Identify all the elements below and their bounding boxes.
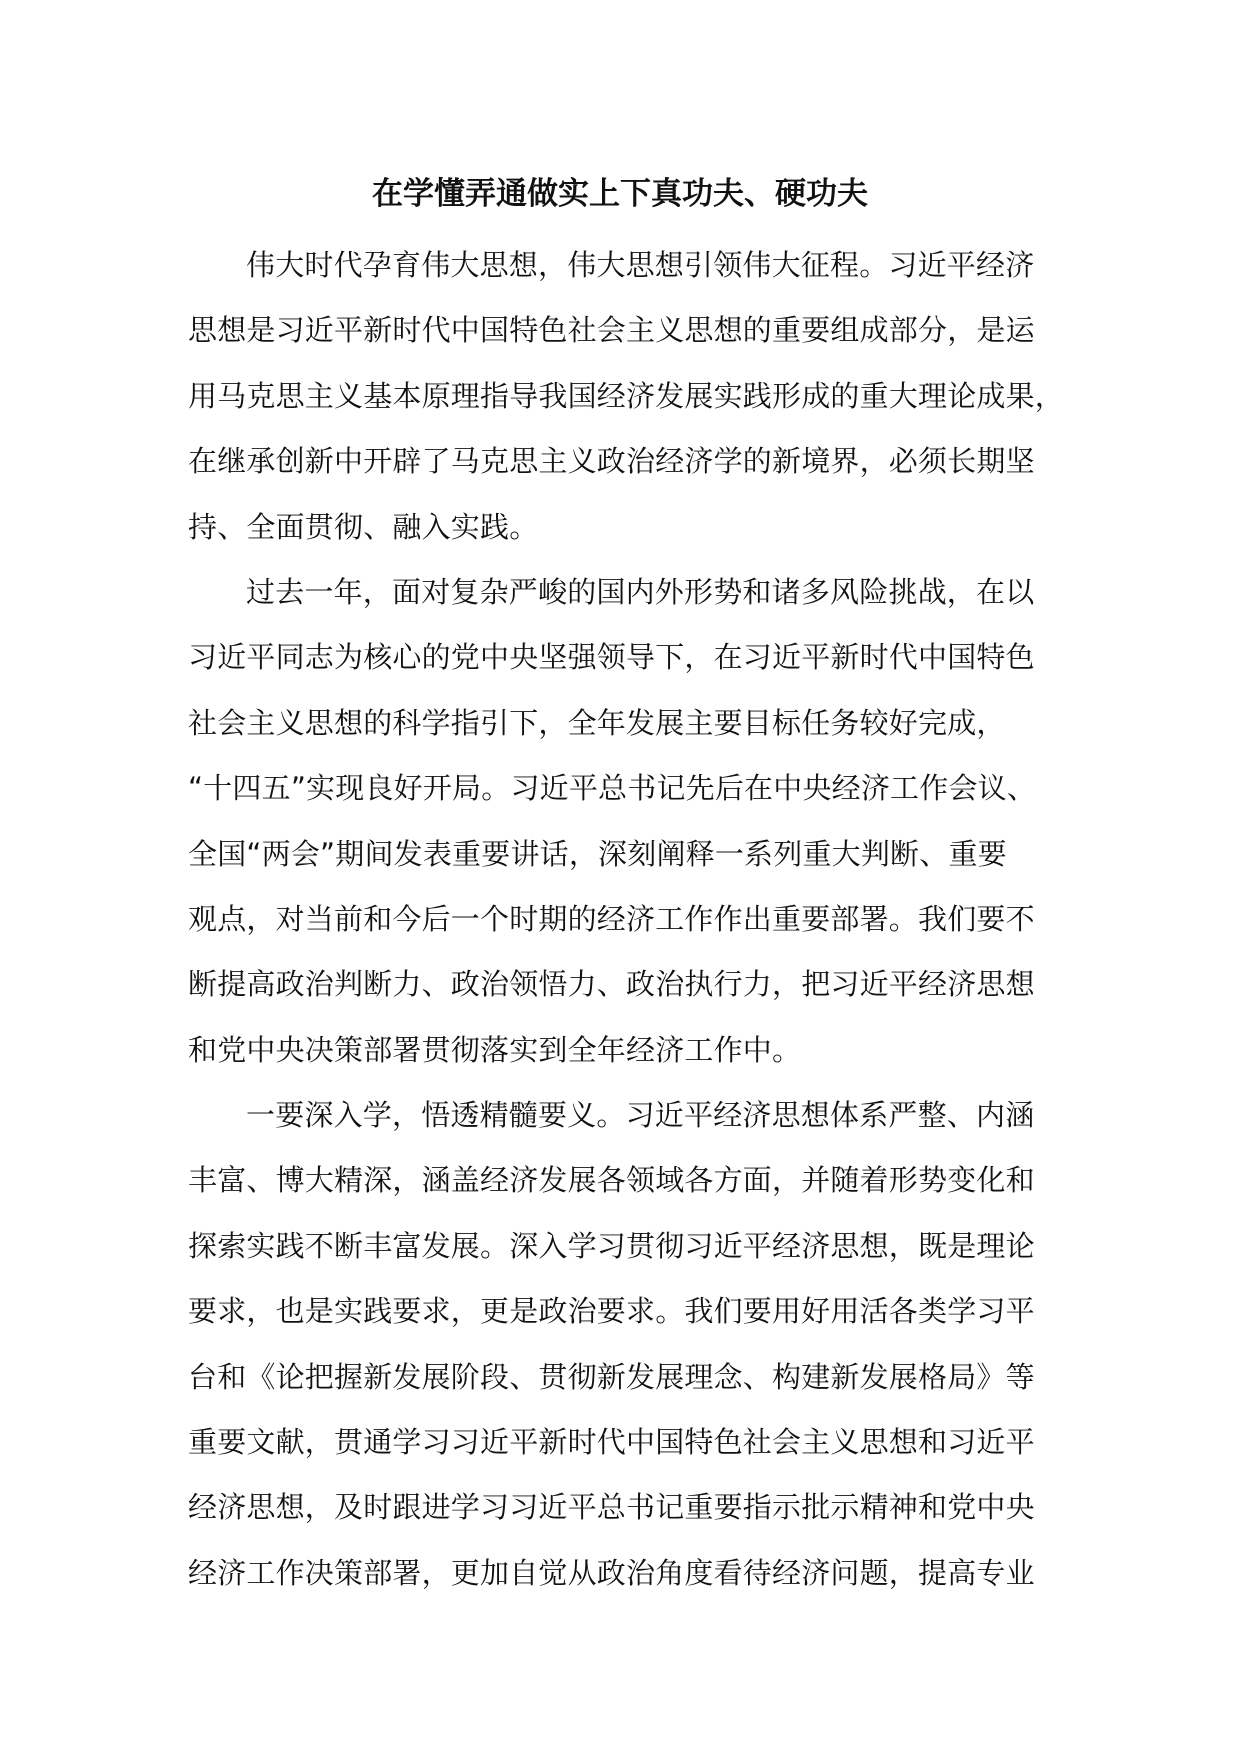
body-line: 用马克思主义基本原理指导我国经济发展实践形成的重大理论成果， <box>188 378 1065 413</box>
body-line: 全国“两会”期间发表重要讲话，深刻阐释一系列重大判断、重要 <box>188 836 1007 871</box>
body-line: 习近平同志为核心的党中央坚强领导下，在习近平新时代中国特色 <box>188 640 1035 675</box>
body-line: 台和《论把握新发展阶段、贯彻新发展理念、构建新发展格局》等 <box>188 1359 1035 1394</box>
body-line: 经济思想，及时跟进学习习近平总书记重要指示批示精神和党中央 <box>188 1490 1035 1525</box>
body-line: 和党中央决策部署贯彻落实到全年经济工作中。 <box>188 1032 802 1067</box>
body-line: 经济工作决策部署，更加自觉从政治角度看待经济问题，提高专业 <box>188 1555 1035 1590</box>
body-line: 一要深入学，悟透精髓要义。习近平经济思想体系严整、内涵 <box>246 1098 1035 1133</box>
body-line: 丰富、博大精深，涵盖经济发展各领域各方面，并随着形势变化和 <box>188 1163 1035 1198</box>
body-line: 在继承创新中开辟了马克思主义政治经济学的新境界，必须长期坚 <box>188 444 1035 479</box>
body-line: 持、全面贯彻、融入实践。 <box>188 509 539 544</box>
body-line: “十四五”实现良好开局。习近平总书记先后在中央经济工作会议、 <box>188 771 1037 806</box>
body-line: 重要文献，贯通学习习近平新时代中国特色社会主义思想和习近平 <box>188 1425 1035 1460</box>
body-line: 断提高政治判断力、政治领悟力、政治执行力，把习近平经济思想 <box>188 967 1035 1002</box>
document-title: 在学懂弄通做实上下真功夫、硬功夫 <box>372 176 868 212</box>
body-line: 社会主义思想的科学指引下，全年发展主要目标任务较好完成， <box>188 705 1006 740</box>
body-line: 过去一年，面对复杂严峻的国内外形势和诸多风险挑战，在以 <box>246 574 1035 609</box>
body-line: 观点，对当前和今后一个时期的经济工作作出重要部署。我们要不 <box>188 901 1035 936</box>
body-line: 伟大时代孕育伟大思想，伟大思想引领伟大征程。习近平经济 <box>246 248 1035 282</box>
body-line: 探索实践不断丰富发展。深入学习贯彻习近平经济思想，既是理论 <box>188 1228 1035 1263</box>
document-body <box>188 237 1088 1610</box>
body-line: 思想是习近平新时代中国特色社会主义思想的重要组成部分，是运 <box>188 313 1035 348</box>
body-line: 要求，也是实践要求，更是政治要求。我们要用好用活各类学习平 <box>188 1294 1035 1329</box>
